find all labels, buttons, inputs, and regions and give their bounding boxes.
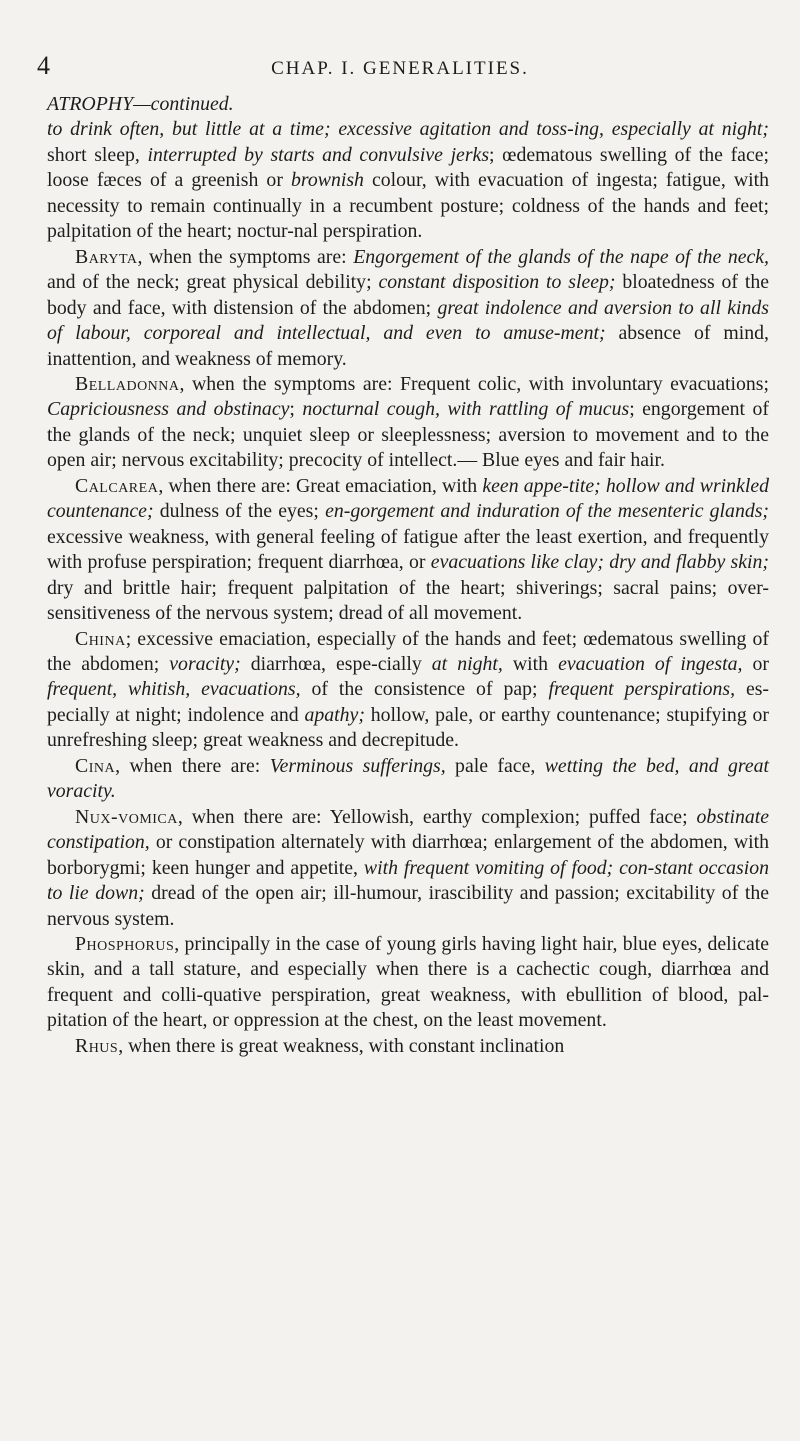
- remedy-china: [47, 627, 769, 754]
- italic-text: voracity;: [169, 652, 241, 675]
- remedy-name: Belladonna: [75, 372, 180, 395]
- body-text: , when there are: Yellowish, earthy complexion; puffed face;: [177, 805, 697, 828]
- italic-text: evacuations like clay; dry and flabby skin;: [430, 551, 769, 574]
- italic-text: nocturnal cough, with rattling of mucus: [302, 398, 630, 421]
- italic-text: wetting the bed, and great voracity.: [47, 754, 769, 803]
- body-text: and of the neck; great physical debility;: [47, 271, 379, 294]
- remedy-name: China: [75, 627, 126, 650]
- body-text: pale face,: [445, 754, 545, 777]
- body-text: dry and brittle hair; frequent palpitation of the heart; shiverings; sacral pains; over-sensitiveness of the nervous system; dread of all movement.: [47, 576, 769, 625]
- remedy-phosphorus: [47, 932, 769, 1034]
- remedy-name: Calcarea: [75, 474, 159, 497]
- body-text: with: [502, 652, 559, 675]
- page-number: 4: [37, 51, 50, 80]
- italic-text: en-gorgement and induration of the mesenteric glands;: [325, 500, 770, 523]
- body-text: , principally in the case of young girls having light hair, blue eyes, delicate skin, and a tall stature, and especially when there is a cachectic cough, diarrhœa and frequent and colli-quative perspiration, great weakness, with ebullition of blood, pal-pitation of the heart, or oppression at the chest, on the least movement.: [47, 932, 769, 1032]
- body-text: , when the symptoms are: Frequent colic, with involuntary evacuations;: [179, 372, 769, 395]
- italic-text: Engorgement of the glands of the nape of the neck,: [353, 245, 769, 268]
- body-text: ; engorgement of the glands of the neck; unquiet sleep or sleeplessness; aversion to movement and to the open air; nervous excitability; precocity of intellect.— Blue eyes and fair hair.: [47, 398, 769, 472]
- remedy-name: Phosphorus: [75, 932, 175, 955]
- remedy-calcarea: [47, 474, 769, 627]
- italic-text: frequent perspirations,: [548, 678, 736, 701]
- italic-text: obstinate constipation,: [47, 805, 769, 854]
- italic-text: Capriciousness and obstinacy: [47, 398, 290, 421]
- running-title: CHAP. I. GENERALITIES.: [271, 58, 529, 79]
- body-text: short sleep,: [47, 143, 148, 166]
- body-text: hollow, pale, or earthy countenance; stupifying or unrefreshing sleep; great weakness and decrepitude.: [47, 703, 769, 752]
- italic-text: brownish: [291, 169, 364, 192]
- italic-text: Verminous sufferings,: [269, 754, 446, 777]
- remedy-text: [47, 628, 769, 752]
- body-text: , when there are: Great emaciation, with: [158, 474, 483, 497]
- italic-text: to drink often, but little at a time; excessive agitation and toss-ing, especially at night;: [47, 118, 769, 141]
- section-title-continued: —continued.: [133, 93, 234, 115]
- italic-text: constant disposition to sleep;: [378, 271, 616, 294]
- body-text: ; excessive emaciation, especially of the hands and feet; œdematous swelling of the abdomen;: [47, 627, 769, 675]
- body-text: excessive weakness, with general feeling of fatigue after the least exertion, and frequently with profuse perspiration; frequent diarrhœa, or: [47, 525, 769, 574]
- remedy-name: Rhus: [75, 1034, 119, 1057]
- page-body: [47, 92, 769, 1059]
- remedy-text: [47, 475, 769, 624]
- body-text: es-pecially at night; indolence and: [47, 678, 770, 726]
- remedy-name: Nux-vomica: [75, 805, 178, 828]
- remedy-cina: [47, 754, 769, 805]
- remedy-text: [47, 755, 769, 802]
- body-text: diarrhœa, espe-cially: [240, 652, 432, 675]
- body-text: of the consistence of pap;: [300, 678, 549, 701]
- body-text: or: [742, 652, 769, 675]
- body-text: colour, with evacuation of ingesta; fatigue, with necessity to remain continually in a recumbent posture; coldness of the hands and feet; palpitation of the heart; noctur-nal perspiration.: [47, 169, 770, 243]
- body-text: , when there are:: [115, 754, 270, 777]
- italic-text: keen appe-tite; hollow and wrinkled countenance;: [47, 474, 769, 523]
- body-text: ;: [289, 398, 303, 421]
- remedy-name: Baryta: [75, 245, 138, 268]
- atrophy-text: [47, 118, 769, 242]
- italic-text: great indolence and aversion to all kinds of labour, corporeal and intellectual, and even to amuse-ment;: [47, 296, 769, 345]
- italic-text: interrupted by starts and convulsive jerks: [147, 143, 490, 166]
- remedy-nux-vomica: [47, 805, 769, 932]
- section-title: ATROPHY: [47, 93, 134, 115]
- italic-text: evacuation of ingesta,: [558, 652, 743, 675]
- body-text: absence of mind, inattention, and weakness of memory.: [47, 322, 769, 370]
- body-text: dread of the open air; ill-humour, irascibility and passion; excitability of the nervous system.: [47, 882, 769, 930]
- italic-text: with frequent vomiting of food; con-stant occasion to lie down;: [47, 856, 769, 905]
- remedy-name: Cina: [75, 754, 116, 777]
- body-text: , when there is great weakness, with constant inclination: [118, 1034, 565, 1057]
- remedy-baryta: [47, 245, 769, 372]
- remedy-rhus: [47, 1034, 769, 1059]
- body-text: dulness of the eyes;: [153, 500, 326, 523]
- italic-text: at night,: [431, 652, 503, 675]
- body-text: , when the symptoms are:: [137, 245, 354, 268]
- remedy-belladonna: [47, 372, 769, 474]
- italic-text: frequent, whitish, evacuations,: [47, 678, 301, 701]
- remedy-text: [47, 246, 769, 370]
- body-text: bloatedness of the body and face, with distension of the abdomen;: [47, 271, 770, 319]
- section-atrophy: [47, 92, 769, 245]
- body-text: ; œdematous swelling of the face; loose fæces of a greenish or: [47, 143, 769, 192]
- body-text: or constipation alternately with diarrhœa; enlargement of the abdomen, with borborygmi; keen hunger and appetite,: [47, 831, 769, 879]
- italic-text: apathy;: [304, 703, 365, 726]
- remedy-text: [118, 1035, 564, 1057]
